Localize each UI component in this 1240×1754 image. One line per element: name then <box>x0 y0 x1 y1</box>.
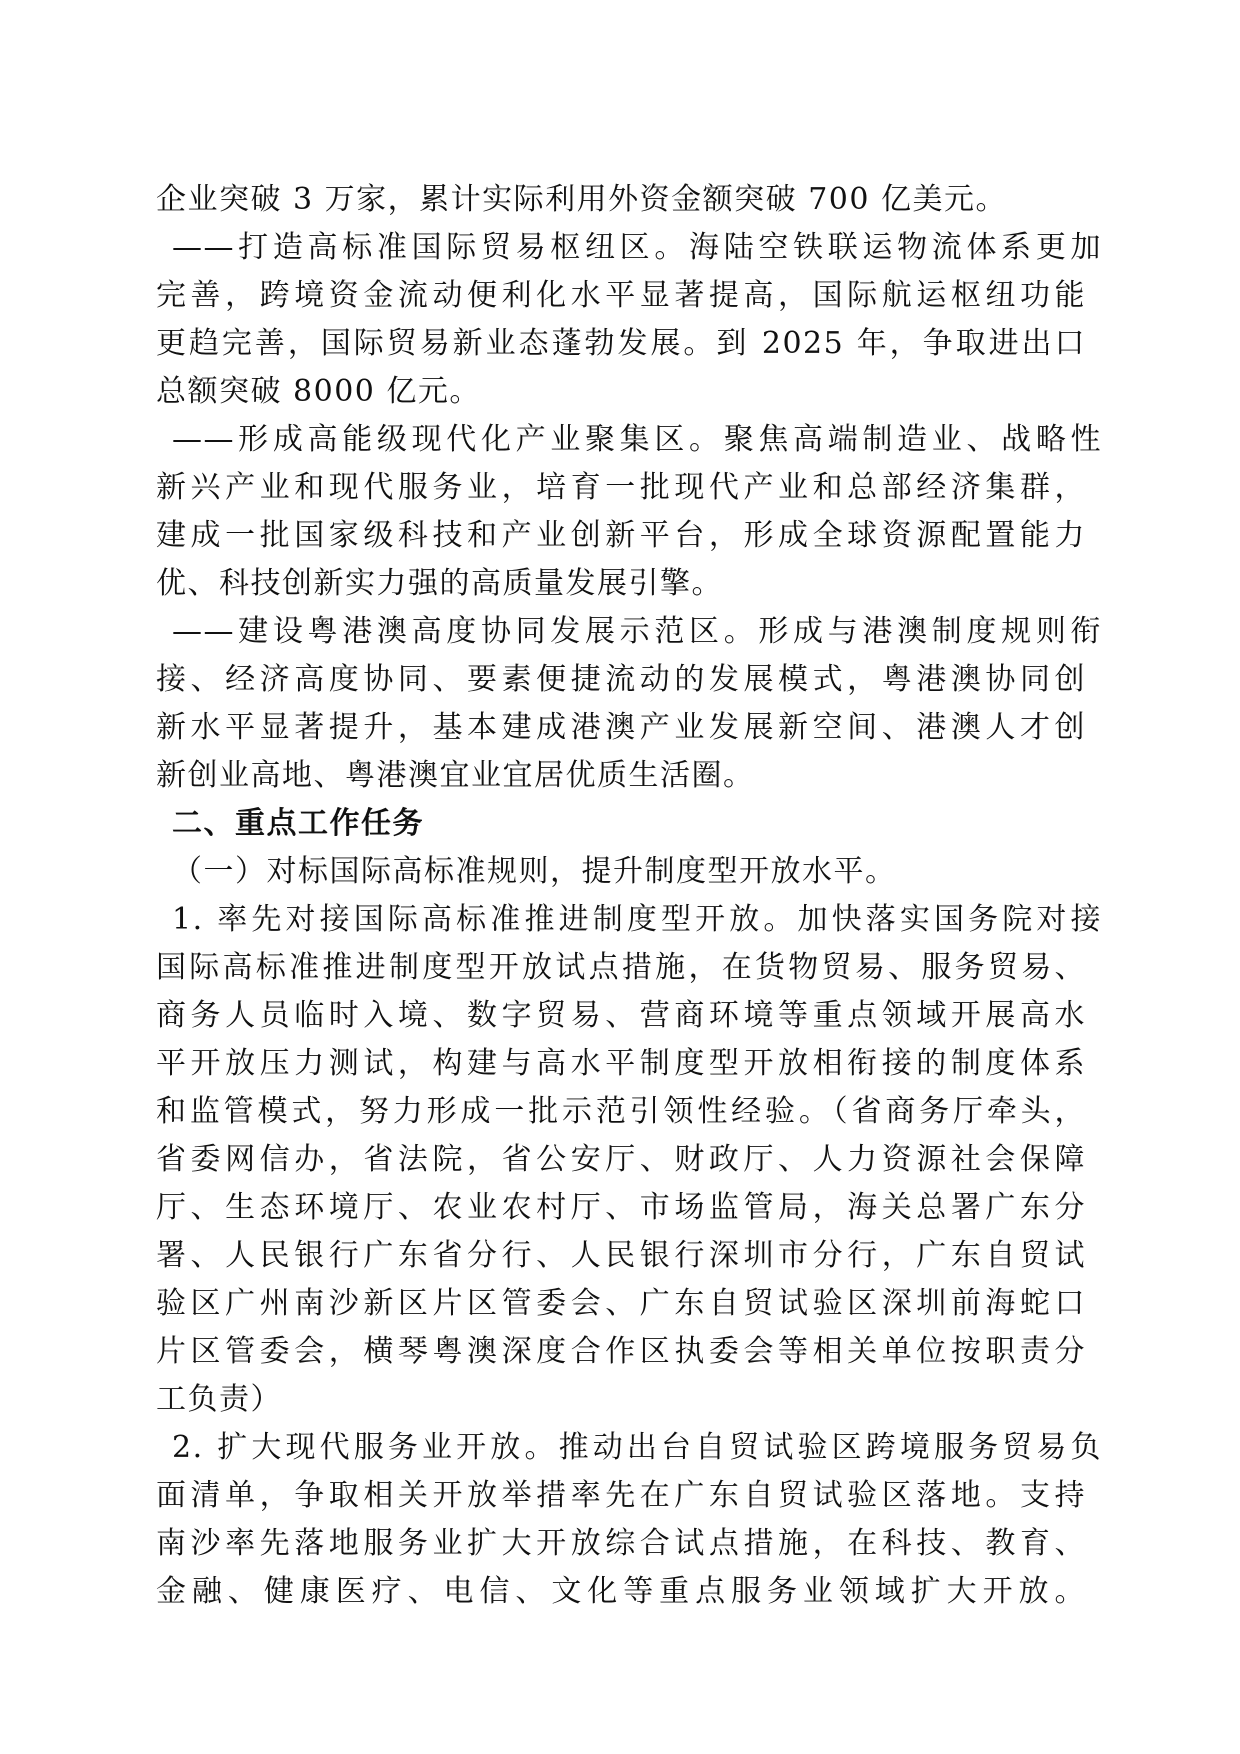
body-text-line: 建成一批国家级科技和产业创新平台，形成全球资源配置能力 <box>156 518 1086 553</box>
body-text-line: 企业突破 3 万家，累计实际利用外资金额突破 700 亿美元。 <box>156 182 1007 217</box>
body-text-line: 省委网信办，省法院，省公安厅、财政厅、人力资源社会保障 <box>156 1142 1086 1177</box>
body-text-line: 总额突破 8000 亿元。 <box>156 374 481 409</box>
body-text-line: 厅、生态环境厅、农业农村厅、市场监管局，海关总署广东分 <box>156 1190 1086 1225</box>
body-text-line: 片区管委会，横琴粤澳深度合作区执委会等相关单位按职责分 <box>156 1334 1086 1369</box>
body-text-line: 优、科技创新实力强的高质量发展引擎。 <box>156 566 723 601</box>
body-text-line: 金融、健康医疗、电信、文化等重点服务业领域扩大开放。 <box>156 1574 1086 1609</box>
body-text-line: 南沙率先落地服务业扩大开放综合试点措施，在科技、教育、 <box>156 1526 1086 1561</box>
body-text-line: 更趋完善，国际贸易新业态蓬勃发展。到 2025 年，争取进出口 <box>156 326 1086 361</box>
body-text-line: 工负责） <box>156 1382 282 1417</box>
body-text-line: 2. 扩大现代服务业开放。推动出台自贸试验区跨境服务贸易负 <box>172 1430 1102 1465</box>
body-text-line: 新兴产业和现代服务业，培育一批现代产业和总部经济集群， <box>156 470 1086 505</box>
subsection-heading: （一）对标国际高标准规则，提升制度型开放水平。 <box>172 854 897 889</box>
section-heading: 二、重点工作任务 <box>172 806 424 841</box>
body-text-line: 面清单，争取相关开放举措率先在广东自贸试验区落地。支持 <box>156 1478 1086 1513</box>
body-text-line: 1. 率先对接国际高标准推进制度型开放。加快落实国务院对接 <box>172 902 1102 937</box>
body-text-line: 完善，跨境资金流动便利化水平显著提高，国际航运枢纽功能 <box>156 278 1086 313</box>
body-text-line: 署、人民银行广东省分行、人民银行深圳市分行，广东自贸试 <box>156 1238 1086 1273</box>
body-text-line: 商务人员临时入境、数字贸易、营商环境等重点领域开展高水 <box>156 998 1086 1033</box>
body-text-line: 平开放压力测试，构建与高水平制度型开放相衔接的制度体系 <box>156 1046 1086 1081</box>
body-text-line: ——建设粤港澳高度协同发展示范区。形成与港澳制度规则衔 <box>172 614 1102 649</box>
body-text-line: 验区广州南沙新区片区管委会、广东自贸试验区深圳前海蛇口 <box>156 1286 1086 1321</box>
body-text-line: ——形成高能级现代化产业聚集区。聚焦高端制造业、战略性 <box>172 422 1102 457</box>
body-text-line: 接、经济高度协同、要素便捷流动的发展模式，粤港澳协同创 <box>156 662 1086 697</box>
body-text-line: 国际高标准推进制度型开放试点措施，在货物贸易、服务贸易、 <box>156 950 1086 985</box>
body-text-line: 和监管模式，努力形成一批示范引领性经验。（省商务厅牵头， <box>156 1094 1086 1129</box>
body-text-line: 新水平显著提升，基本建成港澳产业发展新空间、港澳人才创 <box>156 710 1086 745</box>
body-text-line: ——打造高标准国际贸易枢纽区。海陆空铁联运物流体系更加 <box>172 230 1102 265</box>
body-text-line: 新创业高地、粤港澳宜业宜居优质生活圈。 <box>156 758 755 793</box>
